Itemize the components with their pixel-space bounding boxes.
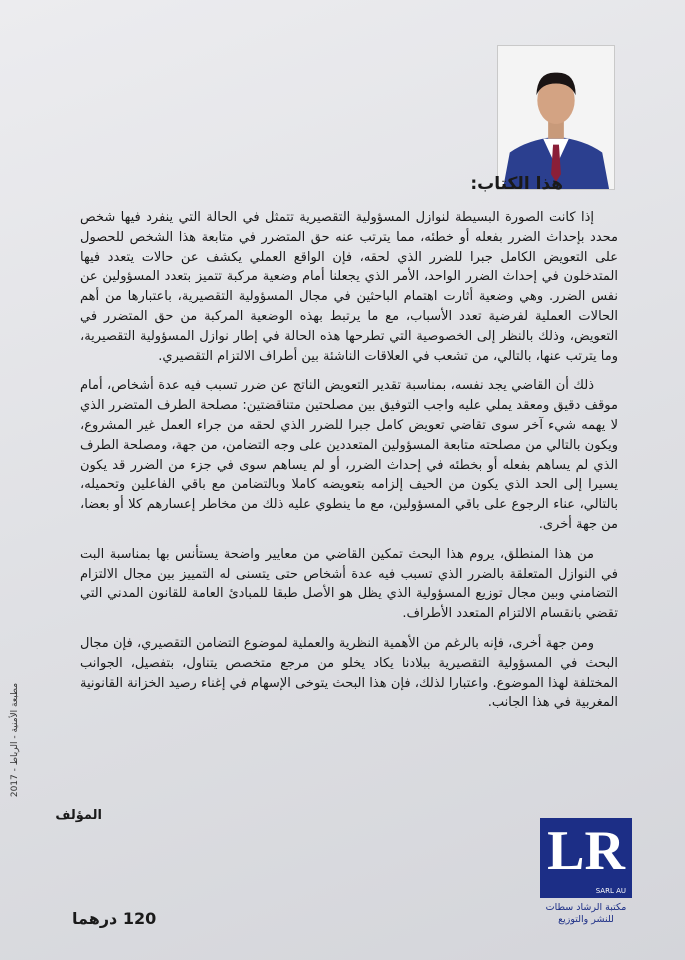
description-paragraph: إذا كانت الصورة البسيطة لنوازل المسؤولية التقصيرية تتمثل في الحالة التي ينفرد فيها شخص محدد بإحداث الضرر بفعله أو خطئه، مما يترتب عنه حق المتضرر في متابعة هذا الشخص للحصول على التعويض الكامل جبرا للضرر الذي لحقه، فإن الواقع العملي يكشف عن حالات يتعدد فيها المتدخلون في إحداث الضرر الواحد، الأمر الذي يجعلنا أمام وضعية مركبة تتميز بتعدد المسؤولين عن نفس الضرر. وهي وضعية أثارت اهتمام الباحثين في مجال المسؤولية التقصيرية، باعتبارها من أهم الحالات العملية لفرضية تعدد الأسباب، مع ما يرتبط بهذه الوضعية المركبة من حق المتضرر في التعويض، وذلك بالنظر إلى الخصوصية التي تطرحها هذه الحالة في إطار نوازل المسؤولية التقصيرية، وما يترتب عنها، بالتالي، من تشعب في العلاقات الناشئة بين أطراف الالتزام التقصيري.	[80, 210, 618, 364]
author-photo	[497, 45, 615, 190]
publisher-name-line: للنشر والتوزيع	[558, 914, 614, 925]
publisher-name-line: مكتبة الرشاد سطات	[545, 902, 627, 913]
publisher-logo	[540, 818, 632, 898]
description-paragraph: من هذا المنطلق، يروم هذا البحث تمكين القاضي من معايير واضحة يستأنس بها بمناسبة البت في النوازل المتعلقة بالضرر الذي تسبب فيه عدة أشخاص حتى يتسنى له التمييز بين مجال الالتزام التضامني وبين مجال توزيع المسؤولية الذي يظل هو الأصل طبقا للمبادئ العامة للقانون المدني التي تقضي بانقسام الالتزام المتعدد الأطراف.	[80, 546, 618, 622]
book-description-heading: هذا الكتاب:	[470, 174, 563, 194]
description-paragraph: ومن جهة أخرى، فإنه بالرغم من الأهمية النظرية والعملية لموضوع التضامن التقصيري، فإن مجال البحث في المسؤولية التقصيرية ببلادنا يكاد يخلو من مرجع متخصص يتناول، بتفصيل، الجوانب المختلفة لهذا الموضوع. واعتبارا لذلك، فإن هذا البحث يتوخى الإسهام في إغناء رصيد الخزانة القانونية المغربية في هذا الجانب.	[80, 635, 618, 711]
author-signature: المؤلف	[55, 808, 102, 823]
price-label: 120 درهما	[72, 909, 157, 928]
description-paragraph: ذلك أن القاضي يجد نفسه، بمناسبة تقدير التعويض الناتج عن ضرر تسبب فيه عدة أشخاص، أمام موقف دقيق ومعقد يملي عليه واجب التوفيق بين مصلحتين متناقضتين: مصلحة الطرف المتضرر الذي لا يهمه شيء آخر سوى تقاضي تعويض كامل جبرا للضرر الذي لحقه من جراء العمل غير المشروع، ويكون بالتالي من مصلحته متابعة المسؤولين المتعددين على وجه التضامن، من جهة، ومصلحة الطرف الذي لم يساهم بفعله أو بخطئه في إحداث الضرر، أو لم يساهم سوى في جزء من الضرر قد يكون يسيرا إلى الحد الذي يكون من الحيف إلزامه بتعويضه كاملا وبالتضامن مع باقي الفاعلين وتحميله، بالتالي، عناء الرجوع على باقي المسؤولين، مع ما ينطوي عليه ذلك من مخاطر إعسارهم كلا أو بعضا، من جهة أخرى.	[80, 378, 618, 532]
book-description	[80, 208, 618, 723]
publisher-logo-letters: LR	[547, 820, 625, 882]
publisher-logo-subtitle: SARL AU	[595, 887, 626, 895]
publisher-name	[540, 902, 632, 926]
printer-credit: مطبعة الأمنية - الرباط - 2017	[10, 682, 20, 798]
